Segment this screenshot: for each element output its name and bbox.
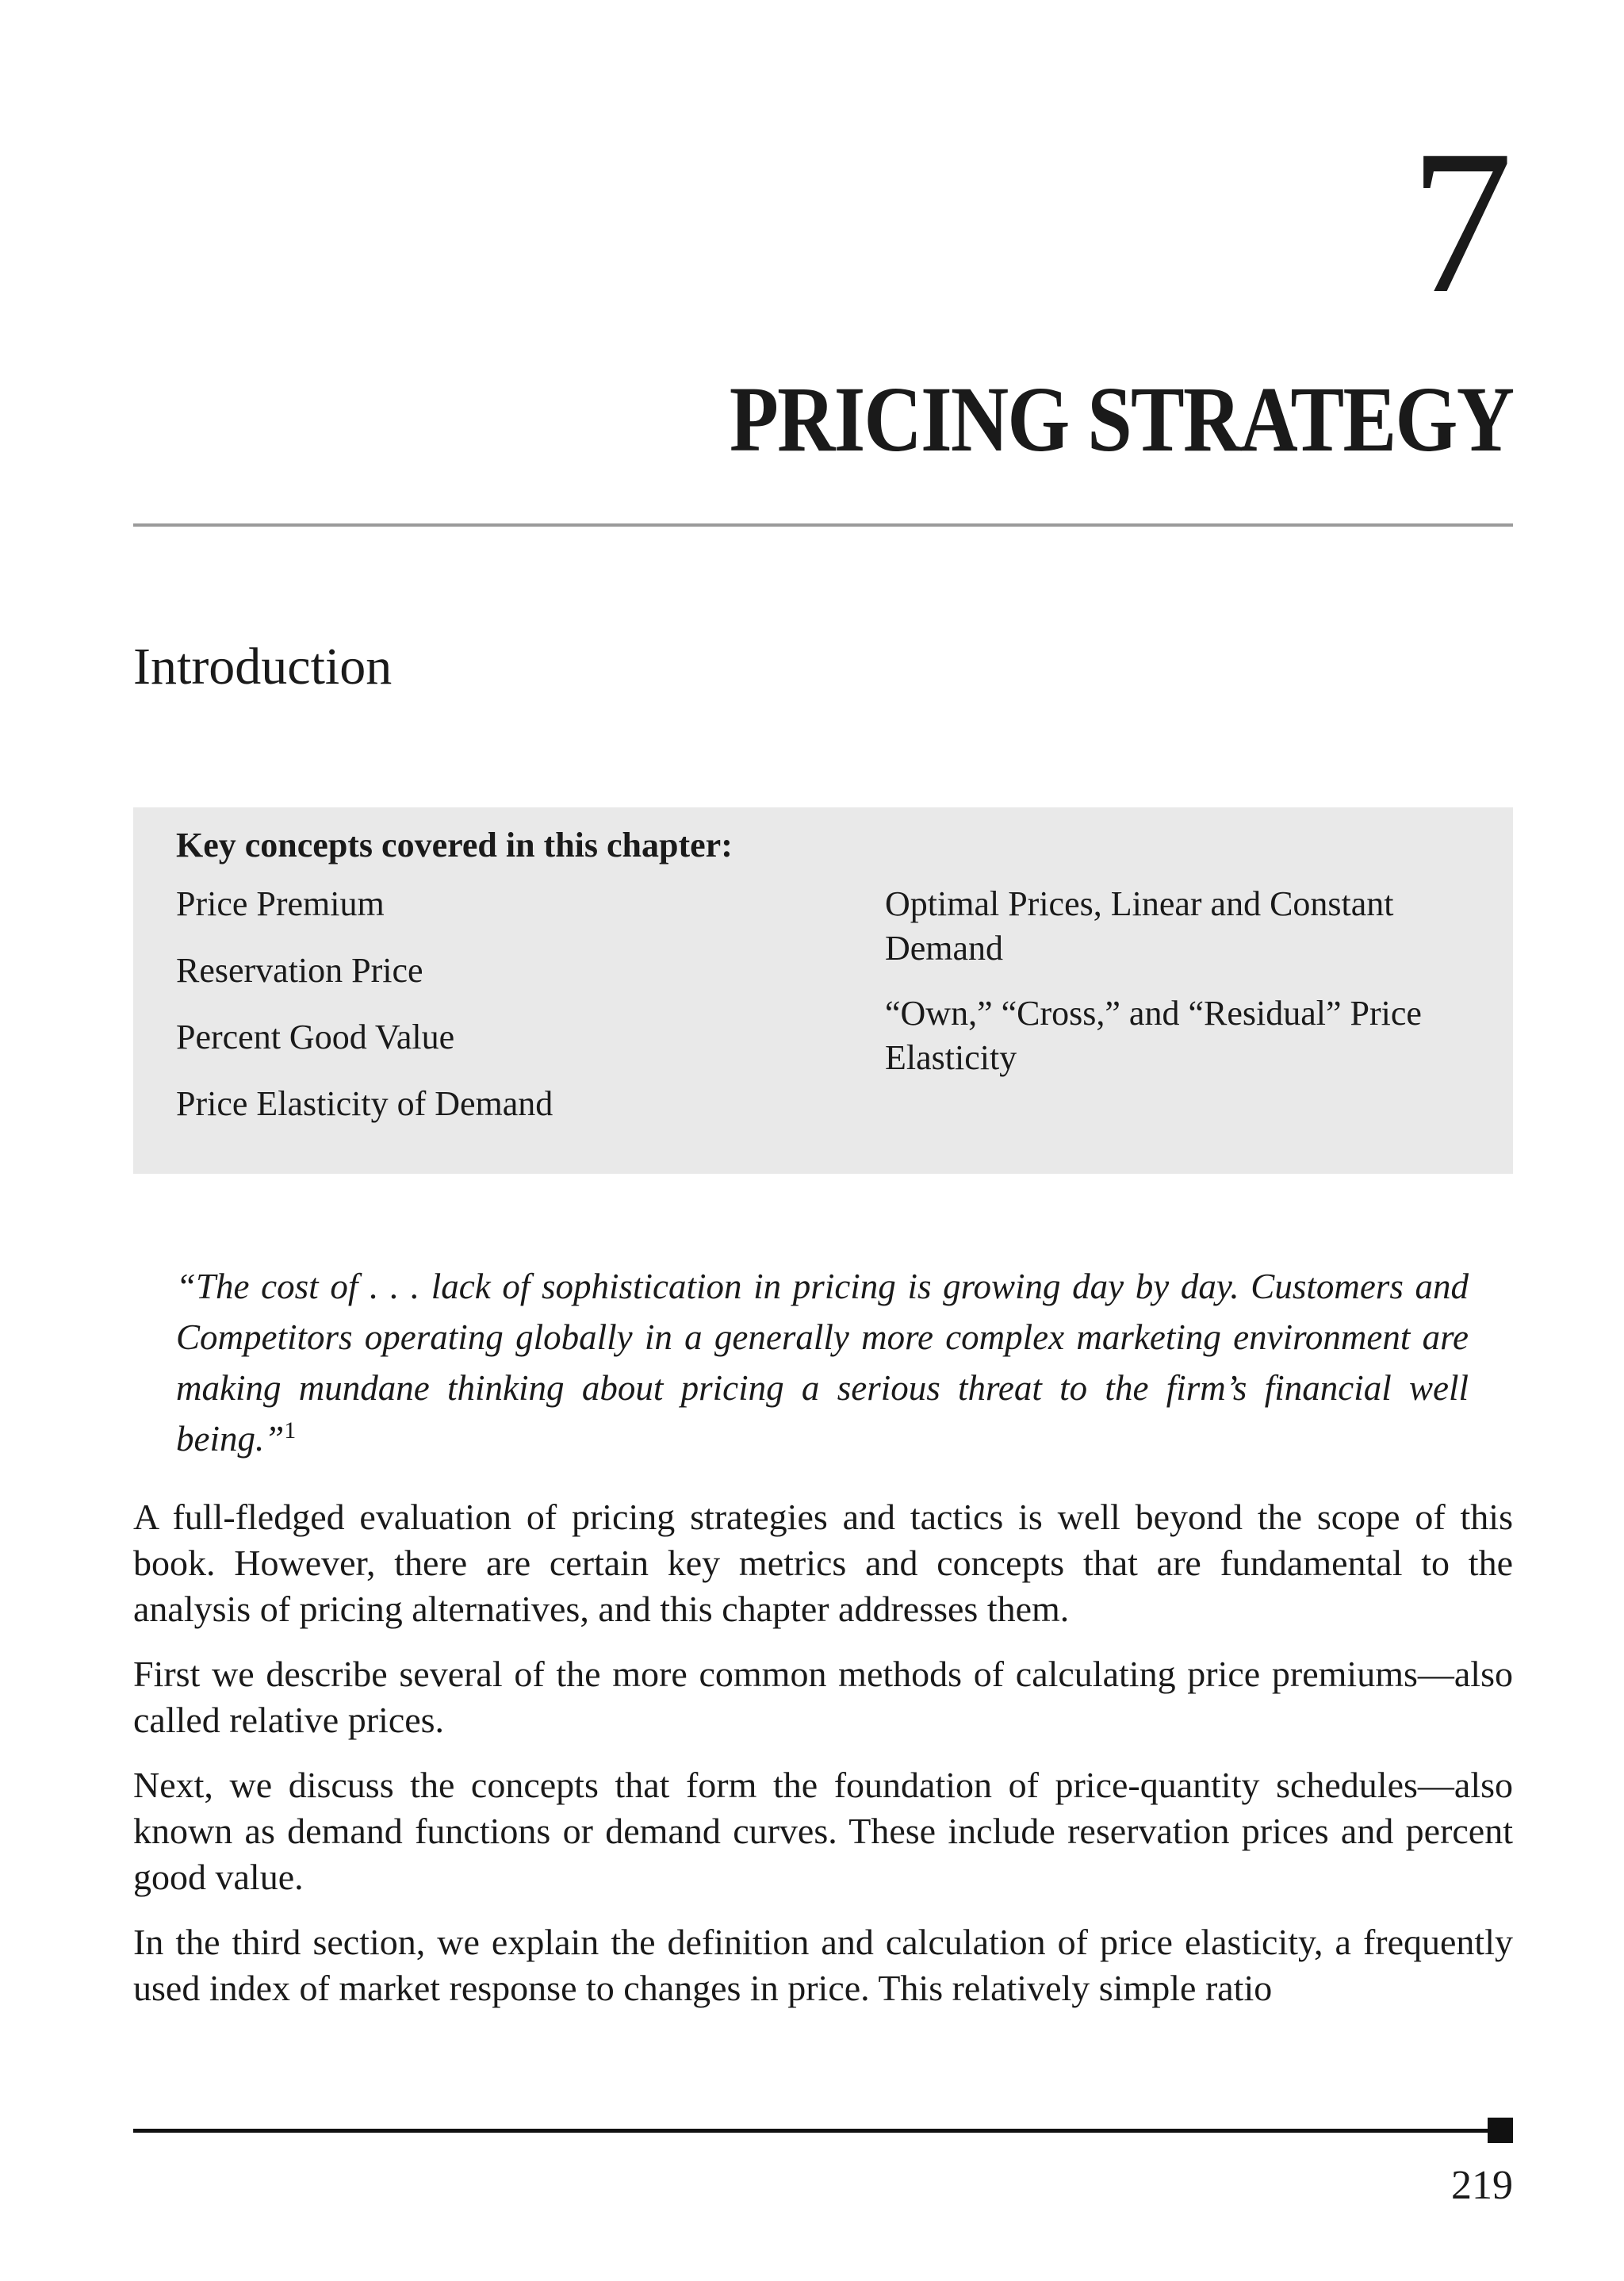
body-paragraph: Next, we discuss the concepts that form the foundation of price-quantity schedules—also known as demand functions or demand curves. These include reservation prices and percent good value.: [133, 1765, 1513, 1897]
chapter-title: PRICING STRATEGY: [729, 367, 1513, 471]
body-paragraph: A full-fledged evaluation of pricing strategies and tactics is well beyond the scope of this book. However, there are certain key metrics and concepts that are fundamental to the analysis of pricing alternatives, and this chapter addresses them.: [133, 1497, 1513, 1629]
page-number: 219: [1451, 2163, 1513, 2208]
key-concept-item: Optimal Prices, Linear and Constant Demand: [885, 884, 1394, 968]
key-concept-item: Reservation Price: [176, 951, 423, 990]
key-concepts-heading: Key concepts covered in this chapter:: [176, 826, 733, 864]
footer-square-marker: [1488, 2118, 1513, 2143]
title-divider: [133, 523, 1513, 527]
key-concept-item: Price Premium: [176, 884, 385, 923]
section-heading: Introduction: [133, 638, 393, 696]
key-concept-item: Price Elasticity of Demand: [176, 1084, 553, 1123]
key-concepts-left-list: [176, 882, 842, 1148]
footnote-marker: 1: [284, 1417, 297, 1443]
key-concepts-box: [133, 807, 1513, 1174]
key-concepts-right-list: [885, 882, 1488, 1101]
body-text: [133, 1494, 1513, 2030]
chapter-number: 7: [1410, 108, 1513, 336]
key-concept-item: “Own,” “Cross,” and “Residual” Price Elasticity: [885, 994, 1422, 1077]
footer-rule: [133, 2129, 1491, 2133]
epigraph-text: “The cost of . . . lack of sophistication in pricing is growing day by day. Customers and Competitors operating globally in a generally more complex marketing environment are making mundane thinking about pricing a serious threat to the firm’s financial well being.”: [176, 1267, 1469, 1459]
key-concept-item: Percent Good Value: [176, 1018, 455, 1056]
body-paragraph: In the third section, we explain the definition and calculation of price elasticity, a frequently used index of market response to changes in price. This relatively simple ratio: [133, 1922, 1513, 2008]
epigraph-quote: [176, 1261, 1469, 1464]
body-paragraph: First we describe several of the more common methods of calculating price premiums—also called relative prices.: [133, 1654, 1513, 1740]
